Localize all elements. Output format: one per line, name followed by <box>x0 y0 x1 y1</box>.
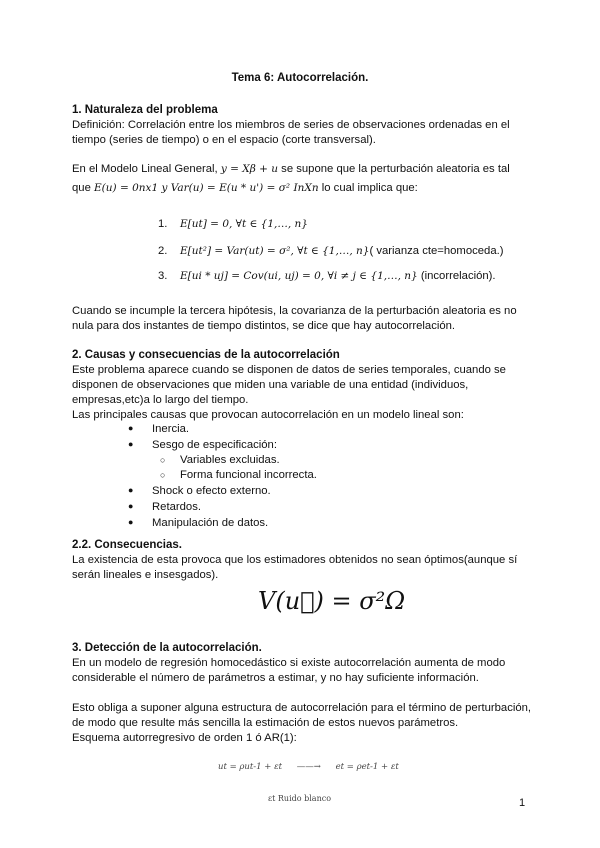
page-title: Tema 6: Autocorrelación. <box>231 72 369 84</box>
list-item: ● Shock o efecto externo. <box>128 485 271 497</box>
hypothesis-1 <box>158 217 308 232</box>
detection-line-2: considerable el número de parámetros a estimar, y no hay suficiente información. <box>72 672 479 684</box>
ar1-scheme <box>218 762 399 772</box>
incumple-paragraph <box>72 304 542 334</box>
hypothesis-3-note: (incorrelación). <box>420 270 496 282</box>
causes-intro <box>72 363 542 423</box>
structure-paragraph <box>72 701 542 746</box>
causes-list <box>128 421 317 531</box>
list-item: ● Inercia. <box>128 423 190 435</box>
model-paragraph <box>72 162 542 196</box>
consequences-paragraph <box>72 553 542 583</box>
model-line-2-pre: que <box>72 182 91 194</box>
hypothesis-3-equation: E[ui * uj] = Cov(ui, uj) = 0, ∀i ≠ j ∈ {1,…, n} <box>180 270 418 282</box>
hypothesis-3-number: 3. <box>158 270 168 282</box>
section-3-heading: 3. Detección de la autocorrelación. <box>72 642 262 654</box>
causes-line-1: Este problema aparece cuando se disponen de datos de series temporales, cuando se <box>72 364 506 376</box>
model-line-1-pre: En el Modelo Lineal General, <box>72 163 218 175</box>
model-line-2-post: lo cual implica que: <box>321 182 418 194</box>
ar1-right-equation: et = ρet-1 + εt <box>335 762 399 772</box>
hypothesis-1-number: 1. <box>158 218 168 230</box>
arrow-icon: ——→ <box>296 762 321 772</box>
definition-paragraph <box>72 118 532 148</box>
list-item: ○ Variables excluidas. <box>160 454 280 466</box>
list-item: ● Manipulación de datos. <box>128 517 269 529</box>
causes-line-4: Las principales causas que provocan autocorrelación en un modelo lineal son: <box>72 409 464 421</box>
model-line-1-post: se supone que la perturbación aleatoria es tal <box>281 163 510 175</box>
structure-line-1: Esto obliga a suponer alguna estructura de autocorrelación para el término de perturbación, <box>72 702 532 714</box>
hypothesis-2-number: 2. <box>158 245 168 257</box>
incumple-line-2: nula para dos instantes de tiempo distintos, se dice que hay autocorrelación. <box>72 320 456 332</box>
consequences-line-1: La existencia de esta provoca que los estimadores obtenidos no sean óptimos(aunque sí <box>72 554 518 566</box>
causes-line-3: empresas,etc)a lo largo del tiempo. <box>72 394 249 406</box>
consequences-line-2: serán lineales e insesgados). <box>72 569 219 581</box>
section-1-heading: 1. Naturaleza del problema <box>72 104 218 116</box>
hypothesis-1-equation: E[ut] = 0, ∀t ∈ {1,…, n} <box>180 218 308 230</box>
list-item: ● Sesgo de especificación: <box>128 439 277 451</box>
hypothesis-2-equation: E[ut²] = Var(ut) = σ², ∀t ∈ {1,…, n} <box>180 245 370 257</box>
section-2-2-heading: 2.2. Consecuencias. <box>72 539 182 551</box>
definition-line-2: tiempo (series de tiempo) o en el espacio (corte transversal). <box>72 134 376 146</box>
hypothesis-2-note: ( varianza cte=homoceda.) <box>369 245 504 257</box>
list-item: ○ Forma funcional incorrecta. <box>160 469 317 481</box>
definition-line-1: Definición: Correlación entre los miembros de series de observaciones ordenadas en el <box>72 119 510 131</box>
hypothesis-equation: E(u) = 0nx1 y Var(u) = E(u * u') = σ² InXn <box>94 182 319 194</box>
causes-line-2: disponen de observaciones que miden una variable de una entidad (individuos, <box>72 379 469 391</box>
structure-line-2: de modo que resulte más sencilla la estimación de estos nuevos parámetros. <box>72 717 459 729</box>
hypothesis-2 <box>158 244 504 259</box>
structure-line-3: Esquema autorregresivo de orden 1 ó AR(1): <box>72 732 297 744</box>
variance-formula: V(u⃗) = σ²Ω <box>258 587 406 615</box>
section-2-heading: 2. Causas y consecuencias de la autocorrelación <box>72 349 340 361</box>
model-equation: y = Xβ + u <box>220 163 279 175</box>
detection-line-1: En un modelo de regresión homocedástico si existe autocorrelación aumenta de modo <box>72 657 506 669</box>
incumple-line-1: Cuando se incumple la tercera hipótesis, la covarianza de la perturbación aleatoria es no <box>72 305 517 317</box>
ar1-left-equation: ut = ρut-1 + εt <box>218 762 283 772</box>
page-number: 1 <box>519 797 526 809</box>
list-item: ● Retardos. <box>128 501 201 513</box>
detection-paragraph <box>72 656 542 686</box>
hypothesis-3 <box>158 269 496 284</box>
white-noise-label: εt Ruido blanco <box>268 794 332 803</box>
